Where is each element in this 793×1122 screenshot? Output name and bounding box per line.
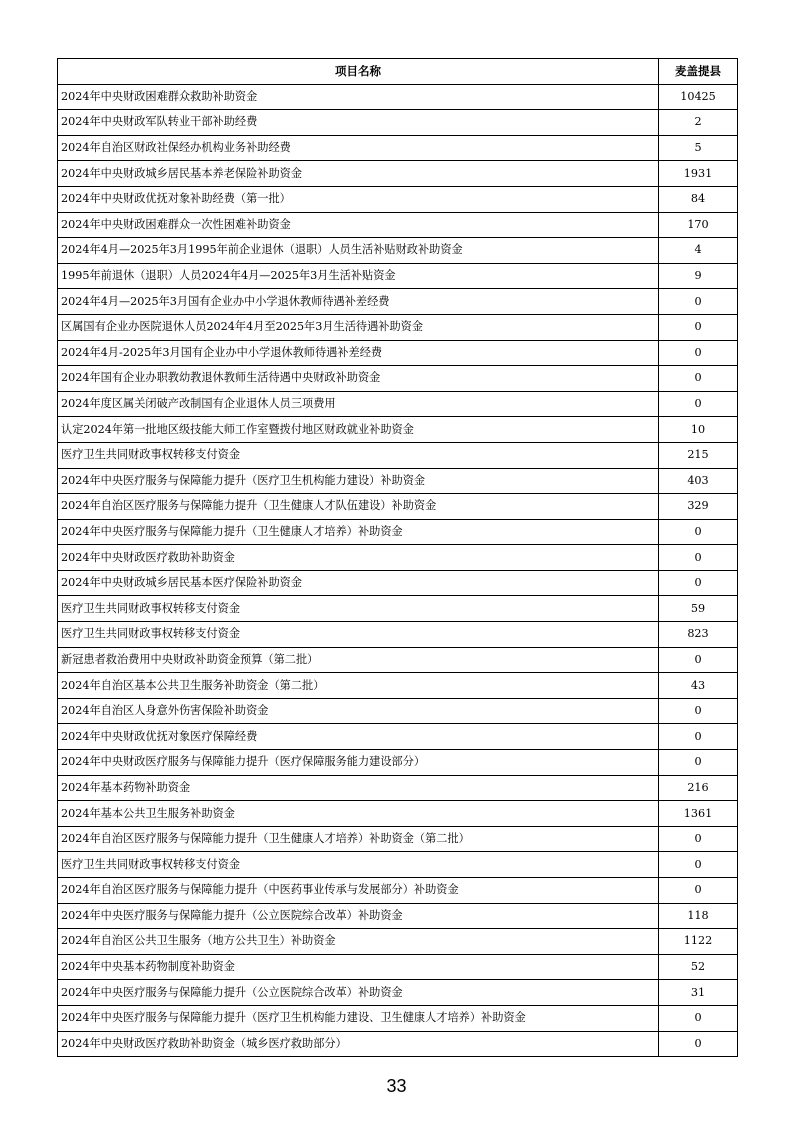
table-row [58, 289, 738, 315]
header-county: 麦盖提县 [659, 59, 738, 85]
amount-cell: 52 [659, 954, 738, 980]
table-row [58, 340, 738, 366]
amount-cell: 0 [659, 314, 738, 340]
project-name-cell: 1995年前退休（退职）人员2024年4月—2025年3月生活补贴资金 [58, 263, 659, 289]
project-name-cell: 医疗卫生共同财政事权转移支付资金 [58, 622, 659, 648]
table-row [58, 391, 738, 417]
table-row [58, 135, 738, 161]
project-name-cell: 2024年自治区医疗服务与保障能力提升（卫生健康人才队伍建设）补助资金 [58, 494, 659, 520]
project-name-cell: 2024年中央医疗服务与保障能力提升（卫生健康人才培养）补助资金 [58, 519, 659, 545]
amount-cell: 4 [659, 238, 738, 264]
amount-cell: 0 [659, 366, 738, 392]
amount-cell: 216 [659, 775, 738, 801]
project-name-cell: 2024年中央财政医疗救助补助资金（城乡医疗救助部分） [58, 1031, 659, 1057]
table-row [58, 110, 738, 136]
table-row [58, 545, 738, 571]
amount-cell: 0 [659, 391, 738, 417]
project-name-cell: 2024年中央财政医疗救助补助资金 [58, 545, 659, 571]
table-row [58, 929, 738, 955]
project-name-cell: 2024年中央财政医疗服务与保障能力提升（医疗保障服务能力建设部分） [58, 750, 659, 776]
page-number: 33 [386, 1076, 407, 1096]
project-name-cell: 2024年度区属关闭破产改制国有企业退休人员三项费用 [58, 391, 659, 417]
amount-cell: 1122 [659, 929, 738, 955]
project-name-cell: 2024年自治区医疗服务与保障能力提升（中医药事业传承与发展部分）补助资金 [58, 878, 659, 904]
project-name-cell: 2024年中央财政困难群众救助补助资金 [58, 84, 659, 110]
funding-table [57, 58, 738, 1057]
table-row [58, 186, 738, 212]
amount-cell: 0 [659, 826, 738, 852]
project-name-cell: 2024年中央医疗服务与保障能力提升（公立医院综合改革）补助资金 [58, 980, 659, 1006]
project-name-cell: 2024年基本药物补助资金 [58, 775, 659, 801]
project-name-cell: 2024年4月-2025年3月国有企业办中小学退休教师待遇补差经费 [58, 340, 659, 366]
amount-cell: 0 [659, 724, 738, 750]
table-row [58, 622, 738, 648]
project-name-cell: 2024年自治区基本公共卫生服务补助资金（第二批） [58, 673, 659, 699]
project-name-cell: 2024年中央医疗服务与保障能力提升（公立医院综合改革）补助资金 [58, 903, 659, 929]
project-name-cell: 2024年中央医疗服务与保障能力提升（医疗卫生机构能力建设、卫生健康人才培养）补助资金 [58, 1005, 659, 1031]
project-name-cell: 2024年国有企业办职教幼教退休教师生活待遇中央财政补助资金 [58, 366, 659, 392]
amount-cell: 0 [659, 289, 738, 315]
header-project-name: 项目名称 [58, 59, 659, 85]
table-row [58, 724, 738, 750]
table-row [58, 442, 738, 468]
project-name-cell: 2024年自治区医疗服务与保障能力提升（卫生健康人才培养）补助资金（第二批） [58, 826, 659, 852]
table-row [58, 826, 738, 852]
amount-cell: 1931 [659, 161, 738, 187]
amount-cell: 823 [659, 622, 738, 648]
project-name-cell: 2024年自治区公共卫生服务（地方公共卫生）补助资金 [58, 929, 659, 955]
project-name-cell: 2024年中央财政城乡居民基本养老保险补助资金 [58, 161, 659, 187]
amount-cell: 84 [659, 186, 738, 212]
table-header-row [58, 59, 738, 85]
table-row [58, 954, 738, 980]
table-row [58, 417, 738, 443]
amount-cell: 0 [659, 1031, 738, 1057]
table-body [58, 84, 738, 1057]
amount-cell: 0 [659, 1005, 738, 1031]
project-name-cell: 医疗卫生共同财政事权转移支付资金 [58, 442, 659, 468]
table-row [58, 263, 738, 289]
table-row [58, 852, 738, 878]
project-name-cell: 2024年中央财政优抚对象医疗保障经费 [58, 724, 659, 750]
amount-cell: 2 [659, 110, 738, 136]
amount-cell: 170 [659, 212, 738, 238]
project-name-cell: 2024年中央财政军队转业干部补助经费 [58, 110, 659, 136]
table-row [58, 903, 738, 929]
table-row [58, 161, 738, 187]
amount-cell: 9 [659, 263, 738, 289]
project-name-cell: 区属国有企业办医院退休人员2024年4月至2025年3月生活待遇补助资金 [58, 314, 659, 340]
amount-cell: 5 [659, 135, 738, 161]
amount-cell: 0 [659, 545, 738, 571]
table-row [58, 801, 738, 827]
amount-cell: 215 [659, 442, 738, 468]
table-row [58, 468, 738, 494]
amount-cell: 31 [659, 980, 738, 1006]
amount-cell: 0 [659, 852, 738, 878]
project-name-cell: 医疗卫生共同财政事权转移支付资金 [58, 852, 659, 878]
table-row [58, 1031, 738, 1057]
project-name-cell: 2024年中央财政困难群众一次性困难补助资金 [58, 212, 659, 238]
project-name-cell: 2024年中央医疗服务与保障能力提升（医疗卫生机构能力建设）补助资金 [58, 468, 659, 494]
table-row [58, 750, 738, 776]
amount-cell: 0 [659, 340, 738, 366]
project-name-cell: 2024年基本公共卫生服务补助资金 [58, 801, 659, 827]
table-row [58, 1005, 738, 1031]
amount-cell: 10425 [659, 84, 738, 110]
table-row [58, 570, 738, 596]
table-row [58, 878, 738, 904]
amount-cell: 1361 [659, 801, 738, 827]
amount-cell: 0 [659, 750, 738, 776]
table-row [58, 647, 738, 673]
amount-cell: 0 [659, 878, 738, 904]
table-row [58, 775, 738, 801]
project-name-cell: 医疗卫生共同财政事权转移支付资金 [58, 596, 659, 622]
amount-cell: 329 [659, 494, 738, 520]
table-row [58, 84, 738, 110]
project-name-cell: 2024年中央财政城乡居民基本医疗保险补助资金 [58, 570, 659, 596]
table-row [58, 238, 738, 264]
table-row [58, 212, 738, 238]
project-name-cell: 2024年自治区人身意外伤害保险补助资金 [58, 698, 659, 724]
table-row [58, 980, 738, 1006]
amount-cell: 0 [659, 647, 738, 673]
table-row [58, 366, 738, 392]
amount-cell: 0 [659, 570, 738, 596]
amount-cell: 403 [659, 468, 738, 494]
amount-cell: 10 [659, 417, 738, 443]
table-row [58, 596, 738, 622]
amount-cell: 59 [659, 596, 738, 622]
project-name-cell: 2024年4月—2025年3月1995年前企业退休（退职）人员生活补贴财政补助资金 [58, 238, 659, 264]
amount-cell: 0 [659, 698, 738, 724]
project-name-cell: 2024年4月—2025年3月国有企业办中小学退休教师待遇补差经费 [58, 289, 659, 315]
project-name-cell: 2024年中央财政优抚对象补助经费（第一批） [58, 186, 659, 212]
table-row [58, 673, 738, 699]
amount-cell: 118 [659, 903, 738, 929]
table-row [58, 519, 738, 545]
amount-cell: 43 [659, 673, 738, 699]
project-name-cell: 2024年自治区财政社保经办机构业务补助经费 [58, 135, 659, 161]
table-row [58, 314, 738, 340]
project-name-cell: 2024年中央基本药物制度补助资金 [58, 954, 659, 980]
project-name-cell: 认定2024年第一批地区级技能大师工作室暨拨付地区财政就业补助资金 [58, 417, 659, 443]
project-name-cell: 新冠患者救治费用中央财政补助资金预算（第二批） [58, 647, 659, 673]
table-row [58, 494, 738, 520]
table-row [58, 698, 738, 724]
amount-cell: 0 [659, 519, 738, 545]
